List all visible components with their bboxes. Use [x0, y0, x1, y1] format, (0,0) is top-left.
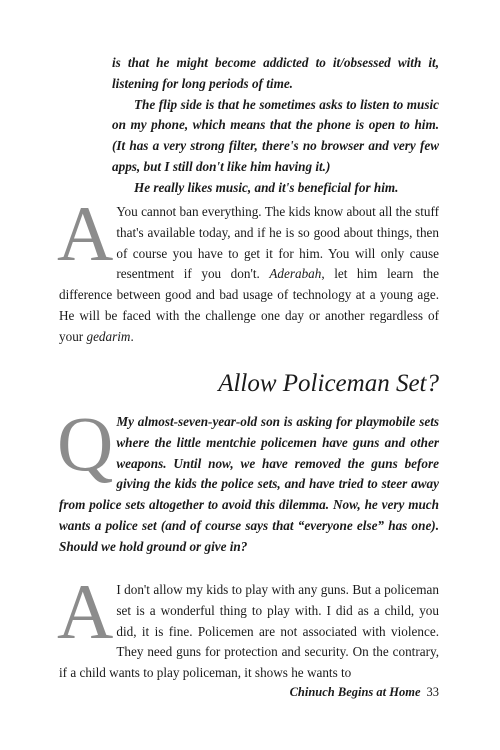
answer-block-1	[57, 190, 439, 348]
continuation-paragraph: The flip side is that he sometimes asks to listen to music on my phone, which means that the phone is open to him. (It has a very strong filter, there's no browser and very few apps, but I still don't like him having it.)	[112, 96, 439, 174]
answer-text	[57, 190, 439, 348]
question-text: My almost-seven-year-old son is asking for playmobile sets where the little mentchie policemen have guns and other weapons. Until now, we have removed the guns before giving the kids the police sets, and have tried to steer away from police sets altogether to avoid this dilemma. Now, he very much wants a police set (and of course says that “everyone else” has one). Should we hold ground or give in?	[59, 414, 439, 554]
answer-text-part: You cannot ban everything. The kids know about all the stuff that's available today, and if he is so good about things, then of course you have to get it for him. You will only cause resentment if you don't.	[116, 204, 439, 282]
continuation-line: is that he might become addicted to it/obsessed with it, listening for long periods of time.	[112, 55, 439, 91]
drop-cap-a: A	[57, 568, 114, 655]
page-number: 33	[426, 685, 439, 699]
drop-cap-a: A	[57, 190, 114, 277]
answer-block-2	[57, 568, 439, 684]
answer-text-part: , let him learn the difference between good and bad usage of technology at a young age. He will be faced with the challenge one day or another regardless of your	[59, 266, 439, 344]
continuation-paragraph-last: He really likes music, and it's beneficial for him.	[134, 179, 399, 195]
section-heading: Allow Policeman Set?	[218, 370, 439, 397]
hebrew-term: gedarim	[86, 328, 131, 344]
answer-text-part: .	[130, 328, 134, 344]
page-footer	[290, 685, 439, 700]
running-footer-title: Chinuch Begins at Home	[289, 685, 421, 699]
question-block	[57, 400, 439, 558]
hebrew-term: Aderabah	[269, 266, 322, 282]
answer-text: I don't allow my kids to play with any guns. But a policeman set is a wonderful thing to play with. I did as a child, you did, it is fine. Policemen are not associated with violence. They need guns for protection and security. On the contrary, if a child wants to play policeman, it shows he wants to	[59, 582, 439, 681]
question-continuation	[112, 53, 439, 199]
drop-cap-q: Q	[57, 400, 114, 487]
